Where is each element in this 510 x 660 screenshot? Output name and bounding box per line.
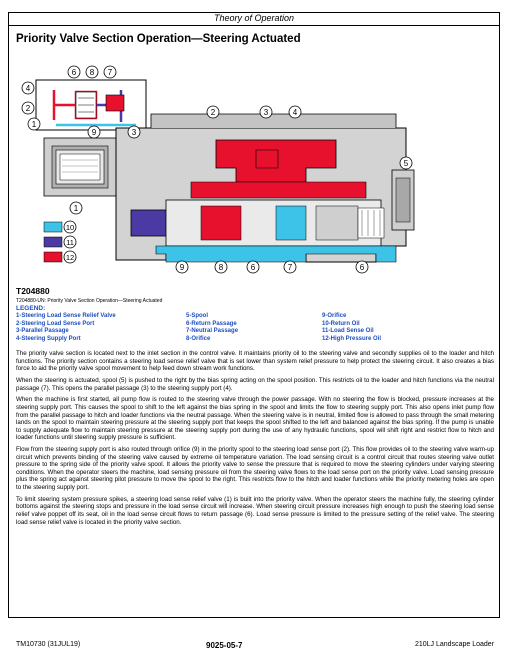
figure-id: T204880 (16, 286, 50, 296)
callout-label: 5 (403, 159, 409, 168)
legend-item: 3-Parallel Passage (16, 328, 69, 334)
callout-label: 9 (91, 128, 97, 137)
callout-7-bottom (284, 261, 296, 273)
callout-5-main (400, 157, 412, 169)
callout-label: 3 (263, 108, 269, 117)
swatch-load-sense-oil (44, 236, 76, 248)
schematic-inset (36, 80, 146, 130)
callout-label: 6 (71, 68, 77, 77)
callout-label: 8 (89, 68, 95, 77)
paragraph: When the machine is first started, all pump flow is routed to the steering valve through the power passage. With no steering the flow is blocked, pressure increases at the steering supply port. This causes the spool to shift to the left against the bias spring in the spool and limits the flow to steering supply port. This also opens inlet pump flow from the parallel passage to hitch and loader functions via the neutral passage. When the steering valve is in neutral, limited flow is allowed to pass through the small metering lands on the spool to maintain steering pressure at the steering supply port that keeps the spool shifted to the left and balanced against the bias spring. If the pump is unable to supply adequate flow to maintain steering pressure at the steering supply port during the use of any hydraulic functions, spool will shift right and restrict flow to hitch and loader functions until steering supply pressure is sufficient. (16, 396, 494, 442)
callout-label: 3 (131, 128, 137, 137)
legend-item: 8-Orifice (186, 335, 211, 342)
legend-item: 5-Spool (186, 313, 208, 319)
swatch-return-oil (44, 221, 76, 233)
callout-label: 4 (25, 84, 31, 93)
callout-6-bottom-right (356, 261, 368, 273)
legend-item: 10-Return Oil (322, 320, 360, 327)
callout-3-main (260, 106, 272, 118)
callout-8-bottom (215, 261, 227, 273)
legend-item: 2-Steering Load Sense Port (16, 320, 95, 327)
swatch-label: 10 (65, 223, 75, 232)
body-text (16, 350, 494, 530)
legend-item: 6-Return Passage (186, 320, 237, 327)
callout-9-bottom (176, 261, 188, 273)
legend-item: 4-Steering Supply Port (16, 335, 81, 342)
callout-2-left (22, 102, 34, 114)
legend-item: 7-Neutral Passage (186, 328, 239, 334)
callout-6-bottom-mid (247, 261, 259, 273)
callout-label: 7 (287, 263, 293, 272)
paragraph: When the steering is actuated, spool (5) is pushed to the right by the bias spring acting on the spool position. This restricts oil to the loader and hitch functions via the neutral passage (7). This opens the parallel passage (3) to the steering supply port (4). (16, 376, 494, 392)
page-header: Theory of Operation (8, 12, 500, 26)
callout-label: 8 (218, 263, 224, 272)
callout-label: 6 (359, 263, 365, 272)
callout-label: 6 (250, 263, 256, 272)
relief-valve-body (44, 138, 116, 196)
color-key (44, 221, 76, 263)
callout-label: 1 (73, 204, 79, 213)
callout-9-schematic (88, 126, 100, 138)
callout-4-main (289, 106, 301, 118)
callout-label: 2 (25, 104, 31, 113)
callout-1-left (28, 118, 40, 130)
legend-title: LEGEND: (16, 305, 46, 312)
priority-valve-diagram (16, 50, 420, 284)
callout-4-left (22, 82, 34, 94)
swatch-label: 11 (66, 238, 74, 247)
section-title: Priority Valve Section Operation—Steering Actuated (16, 33, 301, 45)
legend-item: 9-Orifice (322, 313, 347, 319)
callout-label: 2 (210, 108, 216, 117)
valve-housing (116, 114, 414, 262)
callout-3-schematic (128, 126, 140, 138)
callout-8-top (86, 66, 98, 78)
figure-caption: T204880-UN: Priority Valve Section Operation—Steering Actuated (16, 298, 163, 304)
footer-page-number: 9025-05-7 (206, 641, 243, 650)
legend-item: 1-Steering Load Sense Relief Valve (16, 313, 116, 319)
paragraph: To limit steering system pressure spikes, a steering load sense relief valve (1) is built into the priority valve. When the operator steers the machine fully, the steering cylinder bottoms against the steering stops and pressure in the load sense circuit will increase. When steering circuit pressure increases high enough to push the steering load sense relief valve poppet off its seat, oil in the load sense circuit flows to return passage (6). Load sense pressure is limited to the pressure setting of the relief valve. The steering load sense relief valve is located in the priority valve section. (16, 495, 494, 526)
callout-label: 9 (179, 263, 185, 272)
footer-model: 210LJ Landscape Loader (414, 641, 494, 648)
legend-item: 11-Load Sense Oil (322, 328, 374, 334)
callout-label: 1 (31, 120, 37, 129)
swatch-label: 12 (65, 253, 75, 262)
callout-7-top (104, 66, 116, 78)
swatch-high-pressure-oil (44, 251, 76, 263)
paragraph: Flow from the steering supply port is also routed through orifice (9) in the priority spool to the steering load sense port (2). This flow provides oil to the steering valve warm-up circuit which prevents binding of the steering valve caused by extreme oil temperature variation. The load sensing circuit is a control circuit that routes steering valve outlet pressure to the spring side of the priority valve spool. It allows the priority valve to sense the pressure that is required to move the steering cylinders under varying steering conditions. When the operator steers the machine, load sensing pressure oil from the steering valve flows to the load sense port on the priority valve. Load sensing pressure plus the spring act against steering pilot pressure to move the spool to the right. This restricts flow to the hitch and loader functions while the priority metering holes are open to the steering supply port. (16, 446, 494, 492)
callout-label: 4 (292, 108, 298, 117)
callout-label: 7 (107, 68, 113, 77)
paragraph: The priority valve section is located next to the inlet section in the control valve. It maintains priority oil to the steering valve and secondly supplies oil to the loader and hitch functions. The priority section contains a steering load sense relief valve that is set lower than system relief pressure to help protect the steering circuit. It also creates a bias force to aid the priority valve spool movement to help feed down stream work functions. (16, 350, 494, 373)
footer-doc-id: TM10730 (31JUL19) (16, 641, 81, 648)
legend-item: 12-High Pressure Oil (322, 335, 382, 342)
callout-6-top (68, 66, 80, 78)
callout-2-main (207, 106, 219, 118)
callout-1-lower (70, 202, 82, 214)
